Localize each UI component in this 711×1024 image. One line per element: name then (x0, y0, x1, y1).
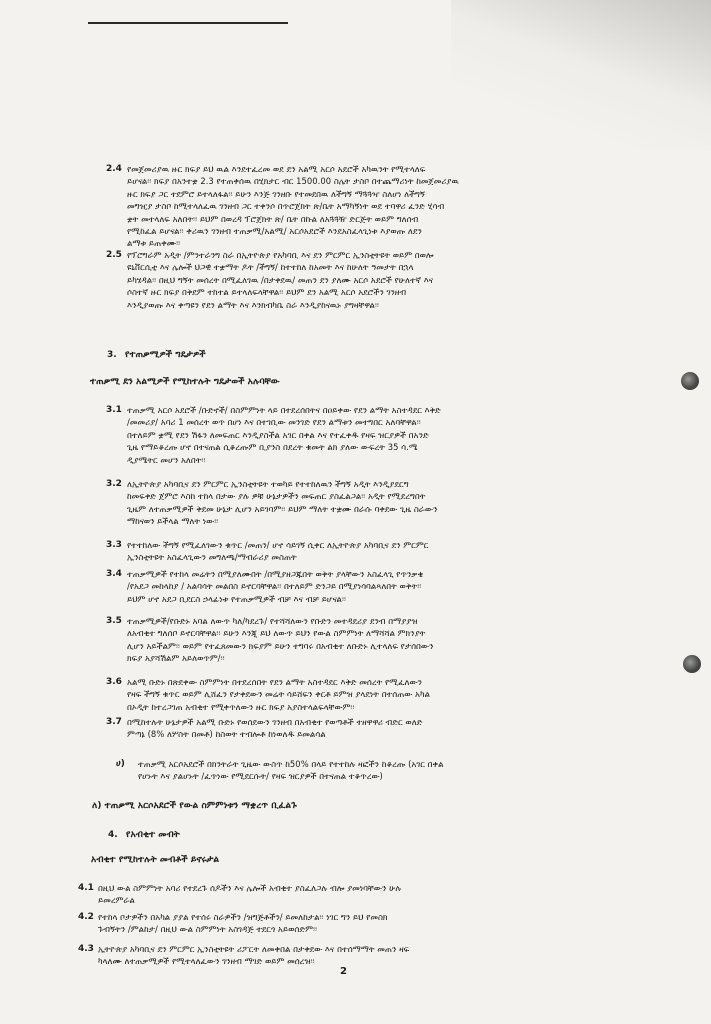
clause-3-7-number: 3.7 (106, 717, 122, 727)
clause-4-1-text-line: ይመረምራል (98, 895, 135, 906)
punch-hole (681, 372, 699, 390)
punch-hole (683, 655, 701, 673)
clause-3-3-text-line: የተተከለው ችግኝ የሚፈለገውን ቁጥር /መጠን/ ሆኖ ሳይገኝ ሲቀር ለኢትዮጵያ አካባቢና ደን ምርምር (127, 540, 429, 550)
subclause-text-line: ተጠቃሚ አርሶአደሮች በክንትራት ጊዜው ውስጥ ከ50% በላይ የተተከሉ ዛፎችን ከቆረጡ (አገር በቀል (138, 759, 444, 769)
clause-4-2-text-line: ጉብኝትን /ምልከታ/ በዚህ ውል ስምምነት አስገዳጅ ተደርጎ አይወሰድም፡፡ (98, 924, 318, 935)
clause-3-5-number: 3.5 (106, 616, 122, 626)
clause-3-3-number: 3.3 (106, 540, 122, 550)
clause-3-5-text-line: ለአብቂተ ግለሰቦ ይኖርባቸዋል፡፡ ይሁን እንጂ ይህ ለውጥ ይህን የውል ስምምነት ለማሻሻል ምክንያት (127, 628, 426, 639)
clause-2-4-number: 2.4 (106, 164, 122, 174)
clause-2-4-text-line: ዙር ክፍያ ጋር ተደምሮ ይተላለፋል፡፡ ይሁን እንጅ ገንዘቡ የተመደበዉ ለችግኝ ማጓጓዣ ስለሆነ ለችግኝ (127, 188, 425, 199)
clause-4-2-text-line: የተከላ ቦታዎችን በአካል ያያል የተሰሩ ስራዎችን /ዝግጅቶችን/ ይመለከታል፡፡ ነገር ግን ይህ የመስክ (98, 912, 388, 922)
clause-4-3-text-line: ኢትዮጵያ አካባቢና ደን ምርምር ኢንስቲትዩት ሪፖርት ለመቀበል በታቀደው እና በተሰማማት መጠን ዛፍ (98, 944, 410, 954)
clause-3-2-text-line: ማከናወን ይችላል ማለት ነው፡፡ (127, 516, 219, 527)
clause-3-1-text-line: ጊዜ የማይቆረጡ ሆኖ በተናጠል ሲቆረጡም ቢያንስ በደረት ቁመት ልክ ያለው ውፍረት 35 ሳ.ሜ (127, 442, 418, 453)
clause-3-5-text-line: ክፍያ አያሻሽልም አይለወጥም/፡፡ (127, 653, 225, 664)
subclause-l-text: ለ) ተጠቃሚ አርሶአደሮች የውል ስምምነቱን ማቋረጥ ቢፈልጉ (92, 801, 297, 811)
section-heading-number: 3. (107, 350, 117, 360)
clause-3-5-text-line: ተጠቃሚዎች/የቡድኑ አባል ለውጥ ካለ/ካደረጉ/ የተሻሻለውን የቡድን መተዳደሪያ ደንብ በማያያዝ (127, 616, 418, 626)
clause-4-3-number: 4.3 (78, 944, 94, 954)
clause-2-5-number: 2.5 (106, 250, 122, 260)
section-heading-text-line: የተጠቃሚዎች ግዴታዎች (125, 350, 206, 360)
clause-3-1-text-line: ተጠቃሚ አርሶ አደሮች /ቡድኖች/ በስምምነት ላይ በተደረሰበትና በዐይቀው የደን ልማት አስተዳደር እቅድ (127, 405, 441, 415)
clause-3-1-text-line: ዲያሜትር መሆን አለበት፡፡ (127, 454, 206, 465)
clause-4-1-text-line: በዚህ ውል ስምምነት አባሪ የተደረጉ ሰዶችን እና ሌሎች አብቂተ ያስፈለጋሉ ብሎ ያመነባቸውን ሁሉ (98, 883, 402, 893)
clause-2-5-text-line: እንዲያወጡ እና ቀጣዩን የደን ልማት እና እንክብካቤ ስራ እንዲያከናዉኑ ያግዛቸዋል፡፡ (127, 299, 379, 310)
clause-3-2-number: 3.2 (106, 479, 122, 489)
clause-2-5-text-line: ዩኒቨርሲቲ እና ሌሎች ህጋዊ ተቋማት ዶት /ችግኝ/ ከተተከለ ከአመት እና ከሁለት ዓመታት በኋላ (127, 262, 414, 273)
clause-3-4-text-line: /የአደጋ መከላከያ / አልባሳት መልበስ ይኖርባቸዋል፡፡ በተለይም ድንጋይ በሚያነሳባልጻለበት ወቅት፡፡ (127, 581, 422, 592)
clause-2-5-text-line: የፕሮግራም አዲት /ምንተራንግ ስራ በኢትዮጵያ የአካባቢ እና ደን ምርምር ኢንስቲትዩት ወይም በወሎ (127, 250, 434, 260)
clause-4-1-number: 4.1 (78, 883, 94, 893)
section-heading-number: 4. (108, 830, 118, 840)
clause-3-3-text-line: ኢንስቲትዩት አስፈላጊውን መግለጫ/ማብራሪያ መስጠት (127, 552, 297, 563)
clause-3-6-text-line: የዛፍ ችግኝ ቁጥር ወይም ሊሸፈን የታቀደውን መሬት ሳይሸፍን ቀርቶ ይምዝ ያላደነት በተሰጠው አካል (127, 689, 430, 700)
subclause-label: ሀ) (116, 759, 125, 769)
clause-3-6-text-line: አልሚ ቡድኑ በጽደቀው ስምምነት በተደረሰበት የደን ልማት አስተዳደር እቅድ መሰረት የሚፈለውን (127, 677, 422, 687)
clause-3-4-text-line: ተጠቃሚዎች የተከላ መሬትን በሚያለሙበት /በሚያዘጋጁበት ወቅት ያላቸውን አስፈላጊ የጥንቃቄ (127, 569, 424, 579)
clause-3-6-number: 3.6 (106, 677, 122, 687)
subclause-text-line: የሆኑት እና ያልሆኑት /ፈጥነው የሚደርሱት/ የዛፍ ዝርያዎች በተናጠል ተቆጥረው) (138, 771, 383, 782)
clause-3-1-number: 3.1 (106, 405, 122, 415)
section-heading-text: የአብቂተ መብት (126, 830, 180, 840)
clause-2-5-text-line: ይካሄዳል፡፡ በዚህ ግኝት መሰረት በሚፈለገዉ /በታቀደዉ/ መጠን ደን ያለሙ አርሶ አደሮች የሁለተኛ እና (127, 274, 434, 285)
page-shadow (451, 0, 711, 150)
page-number: 2 (340, 966, 347, 977)
header-rule (88, 22, 288, 24)
clause-2-4-text-line: የመጀመሪያዉ ዙር ክፍያ ይህ ዉል እንደተፈረመ ወደ ደን አልሚ አርሶ አደሮች አካዉንት የሚተላለፍ (127, 164, 426, 174)
clause-3-1-text-line: /መመሪያ/ አባሪ 1 መሰረት ወጥ በሆነ እና በተገቢው መንገድ የደን ልማቱን መተግበር አለባቸዋል፡፡ (127, 417, 421, 428)
clause-3-6-text-line: በኦዲት ከተረጋገጠ አብቂተ የሚቀጥለውን ዙር ክፍያ አያስተላልፍላቸውም፡፡ (127, 701, 355, 712)
rights-subtitle: አብቂተ የሚከተሉት መብቶች ይኖሩታል (91, 855, 220, 865)
clause-4-2-number: 4.2 (78, 912, 94, 922)
obligations-subtitle: ተጠቃሚ ደን አልሚዎች የሚከተሉት ግዴታወች አሉባቸው (90, 377, 280, 387)
clause-2-4-text-line: ልማቱ ይጠቀሙ፡፡ (127, 238, 181, 249)
clause-3-2-text-line: ከመፍቀድ ጀምሮ እስከ ተከላ በታው ያሉ ዎቹ ሁኔታዎችን መፍጠር ያስፈልጋል፡፡ አዲት የሚደረግበት (127, 491, 426, 502)
clause-3-2-text-line: ጊዜም ለተጠቃሚዎች ቅደመ ሁኔታ ሊሆን አይገባም፡፡ ይህም ማለት ተቋሙ በራሱ ባቀደው ጊዜ ስራውን (127, 503, 438, 514)
clause-2-4-text-line: መግዢያ ታስቦ ከሚተላለፈዉ ገንዘብ ጋር ተቀንሶ በጥሮጀክት ጽ/ቤት አማካኝነት ወደ ተባዋሪ ፈንድ ሂሳብ (127, 201, 445, 212)
clause-3-4-number: 3.4 (106, 569, 122, 579)
clause-3-5-text-line: ሊሆን አይችልም፡፡ ወይም የተፈጸመውን ክፍያም ይሁን ተግባሩ በአብቂተ ለቡድኑ ሊተላለፍ የታሰበውን (127, 640, 434, 651)
clause-2-4-text-line: የሚከፈል ይሆናል፡፡ ቀሪዉን ገንዘብ ተጠቃሚ/አልሚ/ አርሶአደሮች እንደአስፈላጊነቱ እያወጡ ለደን (127, 226, 422, 236)
clause-3-2-text-line: ለኢትዮጵያ አካባቢና ደን ምርምር ኢንስቲትዩት ተወካይ የተተከለዉን ችግኝ አዲት እንዲያደርግ (127, 479, 409, 489)
clause-3-7-text-line: በሚከተሉት ሁኔታዎች አልሚ ቡድኑ የወሰደውን ገንዘብ በአብቂተ የወጣቶች ተዘዋዋሪ ብድር ወለድ (127, 717, 423, 727)
clause-3-7-text-line: ምጣኔ (8% ለሦስት በመቶ) ከስወት ተብሎቶ ከነወለዱ ይመልሳል (127, 729, 326, 740)
clause-2-4-text-line: ቋት መተላለፍ አለበት፡፡ ይህም በወረዳ ፕሮጀክት ጽ/ ቤት በኩል ለአጓጓዥ ድርጅት ወይም ግለሰብ (127, 213, 419, 224)
clause-2-4-text-line: ይሆናል፡፡ ክፍያ በአንተቋ 2.3 የተጠቀሰዉ በሂክታር ብር 1500.00 ስሌት ታስቦ በተጨማሪነት ከመጀመሪያዉ (127, 176, 459, 187)
clause-3-4-text-line: ይህም ሆኖ አደጋ ቢደርስ ኃላፊነቱ የተጠቃሚዎች ብቻ እና ብቻ ይሆናል፡፡ (127, 593, 346, 604)
clause-3-1-text-line: በተለይም ቋሚ የደን ሽፋን ለመፍጠር እንዲያስችል አገር በቀል እና የተፈቀዱ የዛፍ ዝርያዎች በአንድ (127, 429, 429, 440)
clause-2-5-text-line: ሶስተኛ ዙር ክፍያ በቅደም ተከተል ይተላለፍላቸዋል፡፡ ይህም ደን አልሚ አርሶ አደሮችን ገንዘብ (127, 287, 407, 298)
clause-4-3-text-line: ካላለሙ ለተጠቃሚዎች የሚተላለፈውን ገንዘብ ማገድ ወይም መሰረዝ፡፡ (98, 956, 315, 967)
